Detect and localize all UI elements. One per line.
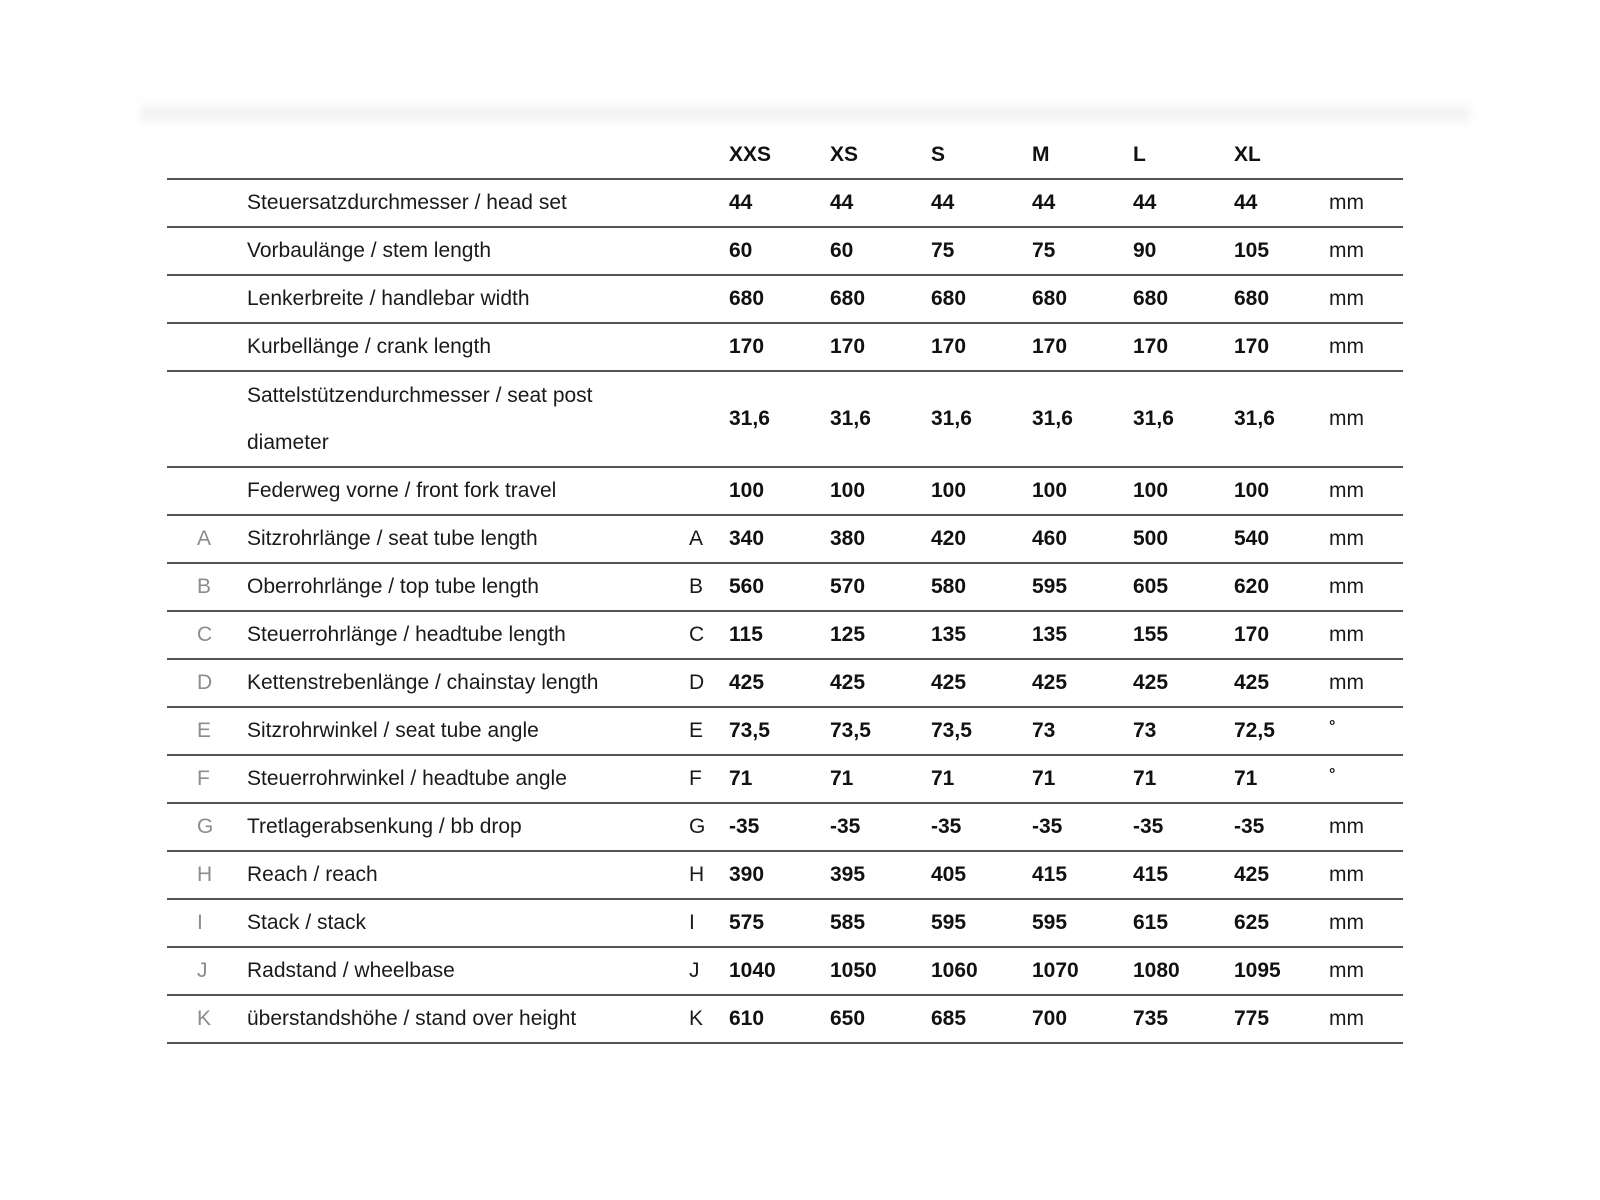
value-m: 700 [1032,1007,1068,1030]
value-xxs: 340 [729,527,765,550]
row-code: D [689,671,705,694]
row-label: Sitzrohrlänge / seat tube length [247,527,538,550]
row-unit: mm [1329,575,1364,598]
value-l: 500 [1133,527,1169,550]
value-xl: 425 [1234,671,1270,694]
value-xl: 72,5 [1234,719,1275,742]
row-label: Steuerrohrwinkel / headtube angle [247,767,567,790]
value-xs: 71 [830,767,854,790]
row-unit: mm [1329,407,1364,430]
value-xs: 570 [830,575,866,598]
value-xs: 380 [830,527,866,550]
value-xxs: 680 [729,287,765,310]
value-xl: 425 [1234,863,1270,886]
row-code: B [689,575,704,598]
value-xl: 71 [1234,767,1258,790]
value-s: 73,5 [931,719,972,742]
row-label: Steuersatzdurchmesser / head set [247,191,567,214]
row-label: Reach / reach [247,863,378,886]
value-xs: -35 [830,815,861,838]
row-label: Sitzrohrwinkel / seat tube angle [247,719,539,742]
value-s: 580 [931,575,967,598]
row-code: G [689,815,706,838]
value-xs: 1050 [830,959,877,982]
value-s: 135 [931,623,967,646]
value-xxs: 100 [729,479,765,502]
size-header-xxs: XXS [729,143,772,166]
value-xxs: -35 [729,815,760,838]
row-unit: mm [1329,479,1364,502]
row-code: H [689,863,705,886]
row-code: I [689,911,695,934]
row-label: Kettenstrebenlänge / chainstay length [247,671,599,694]
row-unit: mm [1329,1007,1364,1030]
value-m: 170 [1032,335,1068,358]
value-xxs: 60 [729,239,753,262]
value-xs: 650 [830,1007,866,1030]
value-l: 1080 [1133,959,1180,982]
table-body [167,180,1403,1044]
value-m: 135 [1032,623,1068,646]
value-s: 425 [931,671,967,694]
table-row [167,852,1403,900]
value-l: 90 [1133,239,1157,262]
value-m: 71 [1032,767,1056,790]
table-row [167,324,1403,372]
value-l: 155 [1133,623,1169,646]
value-m: 1070 [1032,959,1079,982]
row-letter: H [197,863,213,886]
value-l: 425 [1133,671,1169,694]
value-xl: 44 [1234,191,1258,214]
value-s: -35 [931,815,962,838]
table-row [167,660,1403,708]
value-m: 31,6 [1032,407,1073,430]
value-xs: 73,5 [830,719,871,742]
row-label: Federweg vorne / front fork travel [247,479,557,502]
value-xl: 775 [1234,1007,1270,1030]
value-xl: 31,6 [1234,407,1275,430]
table-row [167,804,1403,852]
value-s: 685 [931,1007,967,1030]
table-row [167,564,1403,612]
row-letter: E [197,719,212,742]
value-m: 100 [1032,479,1068,502]
table-row [167,276,1403,324]
table-row [167,180,1403,228]
row-letter: D [197,671,213,694]
value-xxs: 1040 [729,959,776,982]
table-row [167,372,1403,468]
row-code: F [689,767,702,790]
blurred-header-strip [140,100,1470,128]
size-header-xs: XS [830,143,859,166]
value-xl: 100 [1234,479,1270,502]
value-s: 1060 [931,959,978,982]
value-l: 680 [1133,287,1169,310]
value-m: 460 [1032,527,1068,550]
value-s: 170 [931,335,967,358]
value-s: 75 [931,239,955,262]
row-label: Steuerrohrlänge / headtube length [247,623,566,646]
row-label: Vorbaulänge / stem length [247,239,492,262]
table-row [167,996,1403,1044]
value-s: 100 [931,479,967,502]
value-s: 405 [931,863,967,886]
size-header-xl: XL [1234,143,1261,166]
value-xs: 425 [830,671,866,694]
table-row [167,468,1403,516]
value-s: 31,6 [931,407,972,430]
value-m: 73 [1032,719,1056,742]
row-unit: mm [1329,815,1364,838]
row-unit: mm [1329,623,1364,646]
row-label: Tretlagerabsenkung / bb drop [247,815,522,838]
value-xxs: 170 [729,335,765,358]
value-l: 71 [1133,767,1157,790]
table-row [167,612,1403,660]
value-xs: 125 [830,623,866,646]
value-xs: 31,6 [830,407,871,430]
size-header-m: M [1032,143,1050,166]
row-letter: C [197,623,213,646]
value-xxs: 575 [729,911,765,934]
value-l: 605 [1133,575,1169,598]
value-xs: 100 [830,479,866,502]
row-unit: mm [1329,191,1364,214]
table-row [167,900,1403,948]
value-xs: 585 [830,911,866,934]
table-row [167,708,1403,756]
value-xxs: 425 [729,671,765,694]
row-label: überstandshöhe / stand over height [247,1007,577,1030]
value-m: 595 [1032,911,1068,934]
size-header-row [167,132,1403,180]
table-row [167,228,1403,276]
value-m: -35 [1032,815,1063,838]
value-l: 31,6 [1133,407,1174,430]
row-letter: J [197,959,208,982]
value-l: 73 [1133,719,1157,742]
value-xxs: 71 [729,767,753,790]
value-xs: 44 [830,191,854,214]
value-l: 100 [1133,479,1169,502]
value-xl: 620 [1234,575,1270,598]
value-l: 615 [1133,911,1169,934]
value-xl: 170 [1234,335,1270,358]
value-xxs: 44 [729,191,753,214]
row-unit: mm [1329,959,1364,982]
row-code: K [689,1007,704,1030]
row-letter: A [197,527,212,550]
row-label: Sattelstützendurchmesser / seat post diameter [247,384,593,454]
row-label: Stack / stack [247,911,367,934]
table-row [167,948,1403,996]
value-xxs: 73,5 [729,719,770,742]
value-xl: 680 [1234,287,1270,310]
value-m: 75 [1032,239,1056,262]
value-xs: 60 [830,239,854,262]
row-label: Radstand / wheelbase [247,959,455,982]
row-unit: mm [1329,335,1364,358]
row-unit: mm [1329,911,1364,934]
value-xxs: 560 [729,575,765,598]
value-xl: 170 [1234,623,1270,646]
row-label: Oberrohrlänge / top tube length [247,575,539,598]
value-m: 415 [1032,863,1068,886]
row-unit: mm [1329,863,1364,886]
row-unit: ° [1329,718,1336,735]
table-row [167,756,1403,804]
value-m: 44 [1032,191,1056,214]
row-unit: mm [1329,239,1364,262]
row-unit: mm [1329,527,1364,550]
value-xs: 680 [830,287,866,310]
value-m: 425 [1032,671,1068,694]
row-code: J [689,959,700,982]
size-header-l: L [1133,143,1146,166]
value-m: 680 [1032,287,1068,310]
value-xl: 540 [1234,527,1270,550]
value-xl: 625 [1234,911,1270,934]
value-l: 415 [1133,863,1169,886]
row-letter: F [197,767,210,790]
row-letter: I [197,911,203,934]
row-unit: ° [1329,766,1336,783]
value-m: 595 [1032,575,1068,598]
value-s: 44 [931,191,955,214]
value-l: 44 [1133,191,1157,214]
row-code: A [689,527,704,550]
value-l: 170 [1133,335,1169,358]
value-s: 420 [931,527,967,550]
value-xs: 170 [830,335,866,358]
row-label: Lenkerbreite / handlebar width [247,287,530,310]
row-unit: mm [1329,287,1364,310]
row-code: C [689,623,705,646]
row-label: Kurbellänge / crank length [247,335,491,358]
value-xxs: 610 [729,1007,765,1030]
value-xl: 1095 [1234,959,1281,982]
value-s: 595 [931,911,967,934]
value-xl: -35 [1234,815,1265,838]
value-xl: 105 [1234,239,1270,262]
row-letter: B [197,575,212,598]
value-s: 680 [931,287,967,310]
value-s: 71 [931,767,955,790]
geometry-table [167,132,1403,1044]
value-xs: 395 [830,863,866,886]
table-row [167,516,1403,564]
size-header-s: S [931,143,946,166]
value-xxs: 31,6 [729,407,770,430]
row-code: E [689,719,704,742]
value-xxs: 390 [729,863,765,886]
row-unit: mm [1329,671,1364,694]
row-letter: K [197,1007,212,1030]
value-l: 735 [1133,1007,1169,1030]
value-l: -35 [1133,815,1164,838]
row-letter: G [197,815,214,838]
value-xxs: 115 [729,623,763,646]
